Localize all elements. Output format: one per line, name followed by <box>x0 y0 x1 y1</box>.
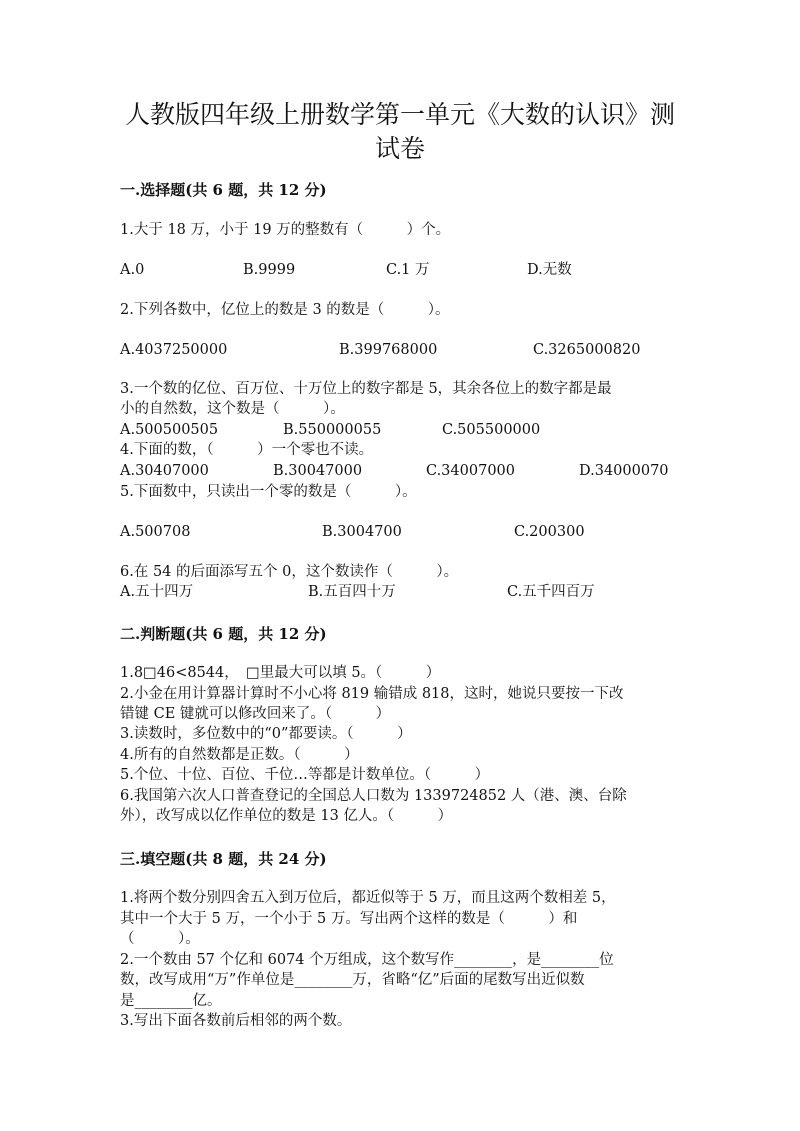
question-text: 3.一个数的亿位、百万位、十万位上的数字都是 5，其余各位上的数字都是最 <box>120 381 612 397</box>
option-c: C.五千四百万 <box>507 584 595 600</box>
question-text: 6.在 54 的后面添写五个 0，这个数读作（ ）。 <box>120 564 459 580</box>
option-b: B.3004700 <box>322 524 402 540</box>
option-a: A.五十四万 <box>120 584 194 600</box>
section-heading-judgment: 二.判断题(共 6 题，共 12 分) <box>120 625 327 643</box>
section-heading-choice: 一.选择题(共 6 题，共 12 分) <box>120 181 327 199</box>
option-a: A.0 <box>120 262 145 278</box>
question-text: 3.写出下面各数前后相邻的两个数。 <box>120 1013 352 1029</box>
option-a: A.500708 <box>120 524 191 540</box>
option-b: B.550000055 <box>283 422 382 438</box>
page-title <box>110 98 690 166</box>
option-c: C.200300 <box>514 524 585 540</box>
question-text: 小的自然数，这个数是（ ）。 <box>120 401 345 417</box>
option-b: B.9999 <box>243 262 296 278</box>
question-text: 其中一个大于 5 万，一个小于 5 万。写出两个这样的数是（ ）和 <box>120 911 578 927</box>
statement-text: 错键 CE 键就可以修改回来了。（ ） <box>120 706 391 722</box>
question-text: 数，改写成用“万”作单位是________万，省略“亿”后面的尾数写出近似数 <box>120 972 585 988</box>
option-b: B.五百四十万 <box>308 584 396 600</box>
option-a: A.4037250000 <box>120 342 228 358</box>
option-d: D.34000070 <box>579 463 669 479</box>
option-a: A.30407000 <box>120 463 209 479</box>
option-b: B.30047000 <box>273 463 363 479</box>
statement-text: 6.我国第六次人口普查登记的全国总人口数为 1339724852 人（港、澳、台除 <box>120 788 627 804</box>
statement-text: 3.读数时，多位数中的“0”都要读。（ ） <box>120 726 412 742</box>
question-text: 4.下面的数，（ ）一个零也不读。 <box>120 442 374 458</box>
option-c: C.34007000 <box>426 463 515 479</box>
option-b: B.399768000 <box>339 342 438 358</box>
question-text: 1.大于 18 万，小于 19 万的整数有（ ）个。 <box>120 222 451 238</box>
statement-text: 2.小金在用计算器计算时不小心将 819 输错成 818，这时，她说只要按一下改 <box>120 686 624 702</box>
option-d: D.无数 <box>527 262 572 278</box>
statement-text: 1.8□46<8544， □里最大可以填 5。（ ） <box>120 665 441 681</box>
option-c: C.3265000820 <box>533 342 641 358</box>
statement-text: 5.个位、十位、百位、千位…等都是计数单位。（ ） <box>120 767 490 783</box>
statement-text: 4.所有的自然数都是正数。（ ） <box>120 747 359 763</box>
question-text: 2.下列各数中，亿位上的数是 3 的数是（ ）。 <box>120 302 450 318</box>
statement-text: 外），改写成以亿作单位的数是 13 亿人。（ ） <box>120 808 453 824</box>
title-line-1: 人教版四年级上册数学第一单元《大数的认识》测 <box>124 100 675 129</box>
question-text: （ ）。 <box>120 931 200 947</box>
question-text: 2.一个数由 57 个亿和 6074 个万组成，这个数写作________，是________位 <box>120 952 614 968</box>
question-text: 5.下面数中，只读出一个零的数是（ ）。 <box>120 484 417 500</box>
option-a: A.500500505 <box>120 422 219 438</box>
question-text: 是________亿。 <box>120 993 222 1009</box>
option-c: C.1 万 <box>386 262 430 278</box>
question-text: 1.将两个数分别四舍五入到万位后，都近似等于 5 万，而且这两个数相差 5， <box>120 890 616 906</box>
section-heading-fill-in: 三.填空题(共 8 题，共 24 分) <box>120 850 327 868</box>
option-c: C.505500000 <box>442 422 541 438</box>
title-line-2: 试卷 <box>374 134 425 163</box>
